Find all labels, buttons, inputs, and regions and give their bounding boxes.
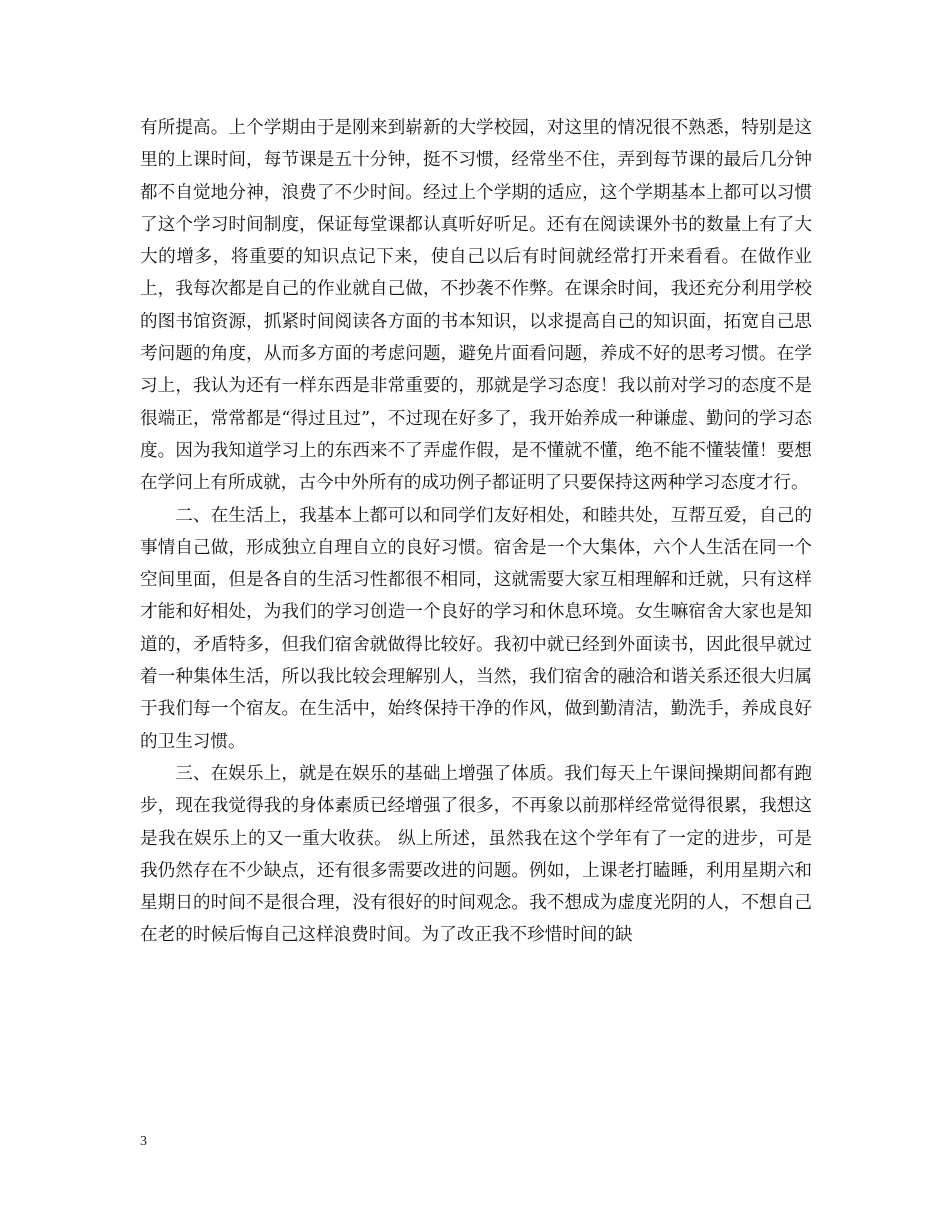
body-text xyxy=(140,112,812,952)
page-number: 3 xyxy=(140,1134,147,1149)
paragraph-entertainment: 三、在娱乐上，就是在娱乐的基础上增强了体质。我们每天上午课间操期间都有跑步，现在我觉得我的身体素质已经增强了很多，不再象以前那样经常觉得很累，我想这是我在娱乐上的又一重大收获。 纵上所述，虽然我在这个学年有了一定的进步，可是我仍然存在不少缺点，还有很多需要改进的问题。例如，上课老打瞌睡，利用星期六和星期日的时间不是很合理，没有很好的时间观念。我不想成为虚度光阴的人，不想自己在老的时候后悔自己这样浪费时间。为了改正我不珍惜时间的缺 xyxy=(140,763,812,946)
paragraph-study: 有所提高。上个学期由于是刚来到崭新的大学校园，对这里的情况很不熟悉，特别是这里的上课时间，每节课是五十分钟，挺不习惯，经常坐不住，弄到每节课的最后几分钟都不自觉地分神，浪费了不少时间。经过上个学期的适应，这个学期基本上都可以习惯了这个学习时间制度，保证每堂课都认真听好听足。还有在阅读课外书的数量上有了大大的增多，将重要的知识点记下来，使自己以后有时间就经常打开来看看。在做作业上，我每次都是自己的作业就自己做，不抄袭不作弊。在课余时间，我还充分利用学校的图书馆资源，抓紧时间阅读各方面的书本知识，以求提高自己的知识面，拓宽自己思考问题的角度，从而多方面的考虑问题，避免片面看问题，养成不好的思考习惯。在学习上，我认为还有一样东西是非常重要的，那就是学习态度！我以前对学习的态度不是很端正，常常都是“得过且过”，不过现在好多了，我开始养成一种谦虚、勤问的学习态度。因为我知道学习上的东西来不了弄虚作假，是不懂就不懂，绝不能不懂装懂！要想在学问上有所成就，古今中外所有的成功例子都证明了只要保持这两种学习态度才行。 xyxy=(140,118,812,494)
paragraph-life: 二、在生活上，我基本上都可以和同学们友好相处，和睦共处，互帮互爱，自己的事情自己做，形成独立自理自立的良好习惯。宿舍是一个大集体，六个人生活在同一个空间里面，但是各自的生活习性都很不相同，这就需要大家互相理解和迁就，只有这样才能和好相处，为我们的学习创造一个良好的学习和休息环境。女生嘛宿舍大家也是知道的，矛盾特多，但我们宿舍就做得比较好。我初中就已经到外面读书，因此很早就过着一种集体生活，所以我比较会理解别人，当然，我们宿舍的融洽和谐关系还很大归属于我们每一个宿友。在生活中，始终保持干净的作风，做到勤清洁，勤洗手，养成良好的卫生习惯。 xyxy=(140,505,812,752)
